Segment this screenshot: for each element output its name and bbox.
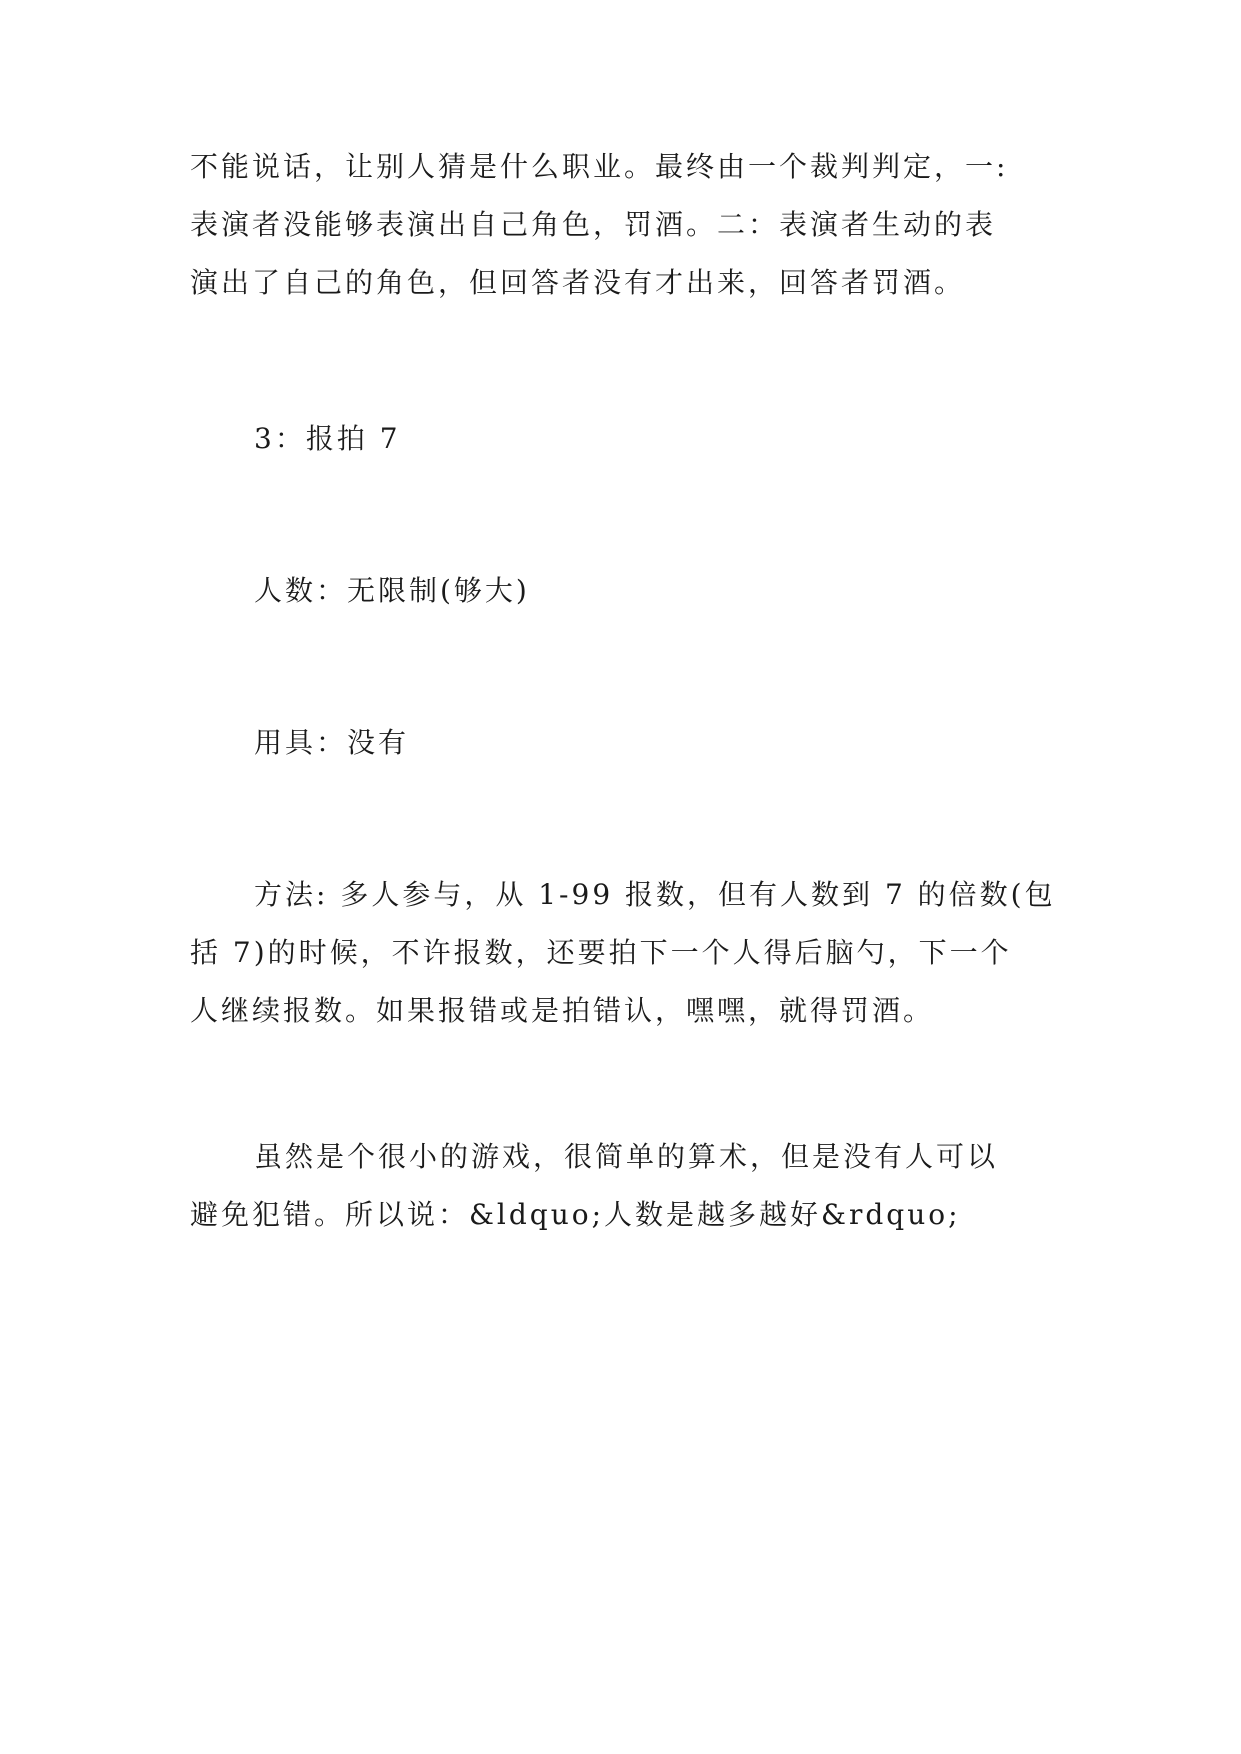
text-line: 3：报拍 7 xyxy=(254,422,401,455)
text-line: 括 7)的时候，不许报数，还要拍下一个人得后脑勺，下一个 xyxy=(190,936,1012,969)
text-line: 人继续报数。如果报错或是拍错认，嘿嘿，就得罚酒。 xyxy=(190,994,935,1027)
paragraph-rules-continued xyxy=(190,138,1070,312)
text-line: 虽然是个很小的游戏，很简单的算术，但是没有人可以 xyxy=(254,1140,999,1173)
text-line: 表演者没能够表演出自己角色，罚酒。二：表演者生动的表 xyxy=(190,208,997,241)
text-line: 避免犯错。所以说：&ldquo;人数是越多越好&rdquo; xyxy=(190,1198,961,1231)
text-line: 演出了自己的角色，但回答者没有才出来，回答者罚酒。 xyxy=(190,266,966,299)
text-line: 不能说话，让别人猜是什么职业。最终由一个裁判判定，一: xyxy=(190,150,1009,183)
paragraph-equipment xyxy=(190,714,1070,772)
paragraph-method xyxy=(190,866,1070,1040)
text-line: 用具：没有 xyxy=(254,726,410,759)
text-line: 人数：无限制(够大) xyxy=(254,574,530,607)
paragraph-players xyxy=(190,562,1070,620)
paragraph-conclusion xyxy=(190,1128,1070,1244)
section-heading-game-3 xyxy=(190,410,1070,468)
text-line: 方法: 多人参与，从 1-99 报数，但有人数到 7 的倍数(包 xyxy=(254,878,1056,911)
